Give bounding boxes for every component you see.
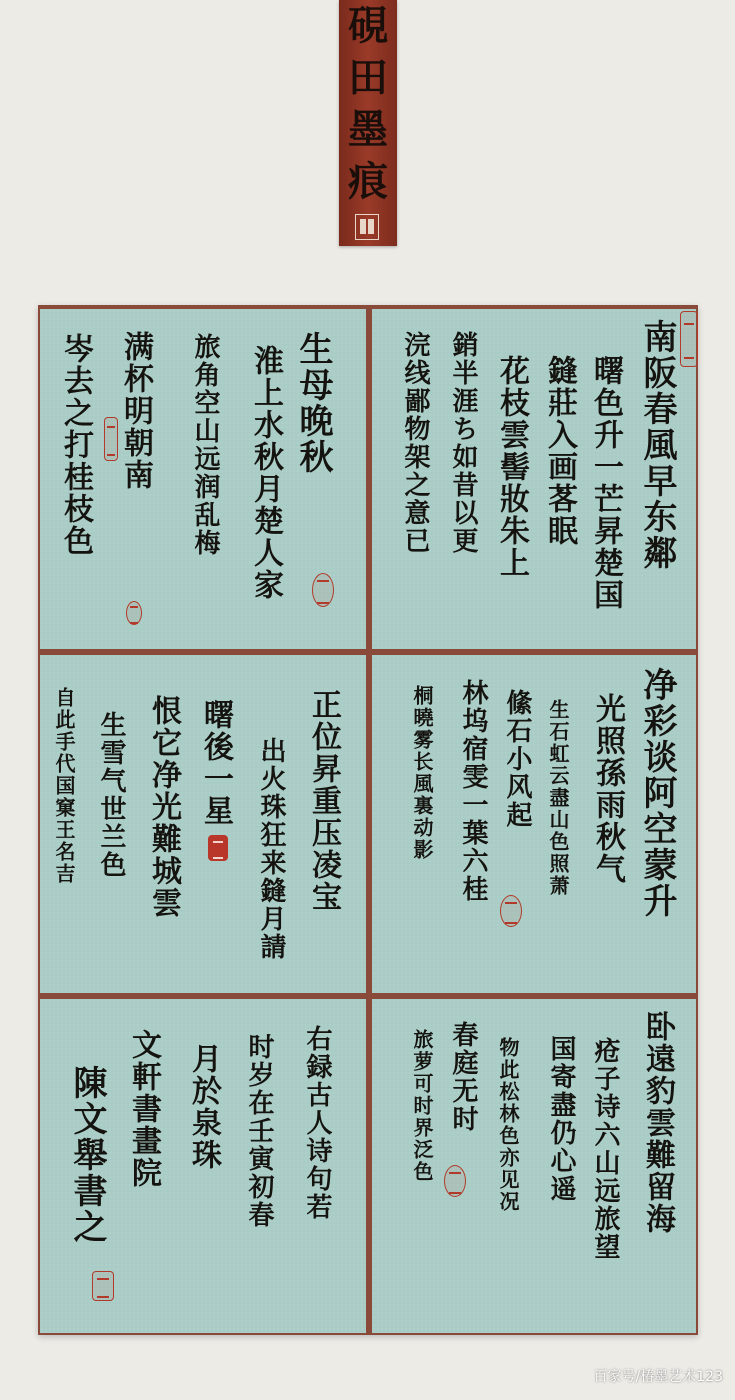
title-char: 硯 (348, 2, 388, 49)
seal-icon (92, 1271, 114, 1301)
calligraphy-column: 浣线鄙物架之意已 (400, 331, 430, 555)
calligraphy-column: 疮子诗六山远旅望 (590, 1037, 620, 1261)
watermark: 百家号/椿墨艺术123 (593, 1369, 723, 1385)
calligraphy-column: 生石虹云盡山色照萧 (546, 699, 570, 897)
title-strip (339, 0, 397, 246)
calligraphy-column: 国寄盡仍心遥 (546, 1035, 576, 1203)
title-char: 痕 (348, 158, 388, 205)
calligraphy-column: 自此手代国窠王名吉 (52, 687, 76, 885)
seal-icon (126, 601, 142, 625)
title-char: 墨 (348, 106, 388, 153)
calligraphy-column: 月於泉珠 (186, 1043, 221, 1171)
calligraphy-column: 林坞宿雯一葉六桂 (458, 679, 488, 903)
panel-mid-left (40, 655, 366, 993)
calligraphy-column: 絛石小风起 (502, 689, 532, 829)
seal-icon (444, 1165, 466, 1197)
calligraphy-column: 岑去之打桂枝色 (58, 333, 93, 557)
panel-bottom-right (372, 999, 696, 1333)
calligraphy-column: 鏠莊入画茖眠 (542, 355, 577, 547)
calligraphy-column: 旅角空山远润乱梅 (190, 333, 220, 557)
signature-column: 陳文舉書之 (67, 1065, 107, 1245)
panel-mid-right (372, 655, 696, 993)
seal-icon (208, 835, 228, 861)
calligraphy-column: 卧遠豹雲難留海 (640, 1011, 675, 1235)
seal-icon (355, 214, 379, 240)
calligraphy-column: 春庭无时 (448, 1021, 478, 1133)
panel-top-right (372, 309, 696, 649)
title-char: 田 (348, 54, 388, 101)
calligraphy-column: 光照孫雨秋气 (590, 693, 625, 885)
calligraphy-column: 生母晚秋 (293, 331, 333, 475)
calligraphy-column: 旅萝可时界泛色 (410, 1029, 434, 1183)
calligraphy-column: 文軒書畫院 (126, 1029, 161, 1189)
calligraphy-column: 正位昇重压凌宝 (306, 689, 341, 913)
calligraphy-column: 曙色升一芒昇楚国 (588, 355, 623, 611)
seal-icon (312, 573, 334, 607)
calligraphy-column: 出火珠狂来鏠月請 (256, 737, 286, 961)
calligraphy-column: 物此松林色亦见况 (496, 1037, 520, 1213)
calligraphy-column: 曙後一星 (198, 699, 233, 827)
calligraphy-column: 右録古人诗句若 (302, 1025, 332, 1221)
calligraphy-sheet (38, 305, 698, 1335)
seal-icon (500, 895, 522, 927)
calligraphy-column: 桐曉雾长風裏动影 (410, 685, 434, 861)
calligraphy-column: 南阪春風早东鄰 (637, 319, 677, 571)
calligraphy-column: 满杯明朝南 (118, 331, 153, 491)
panel-bottom-left (40, 999, 366, 1333)
panel-top-left (40, 309, 366, 649)
seal-icon (680, 311, 698, 367)
calligraphy-column: 恨它净光難城雲 (146, 695, 181, 919)
calligraphy-column: 銷半涯ち如昔以更 (448, 331, 478, 555)
calligraphy-column: 花枝雲髻妝朱上 (494, 355, 529, 579)
calligraphy-column: 淮上水秋月楚人家 (248, 345, 283, 601)
calligraphy-column: 时岁在壬寅初春 (244, 1033, 274, 1229)
calligraphy-column: 生雪气世兰色 (96, 711, 126, 879)
seal-icon (104, 417, 118, 461)
calligraphy-column: 净彩谈阿空蒙升 (637, 667, 677, 919)
